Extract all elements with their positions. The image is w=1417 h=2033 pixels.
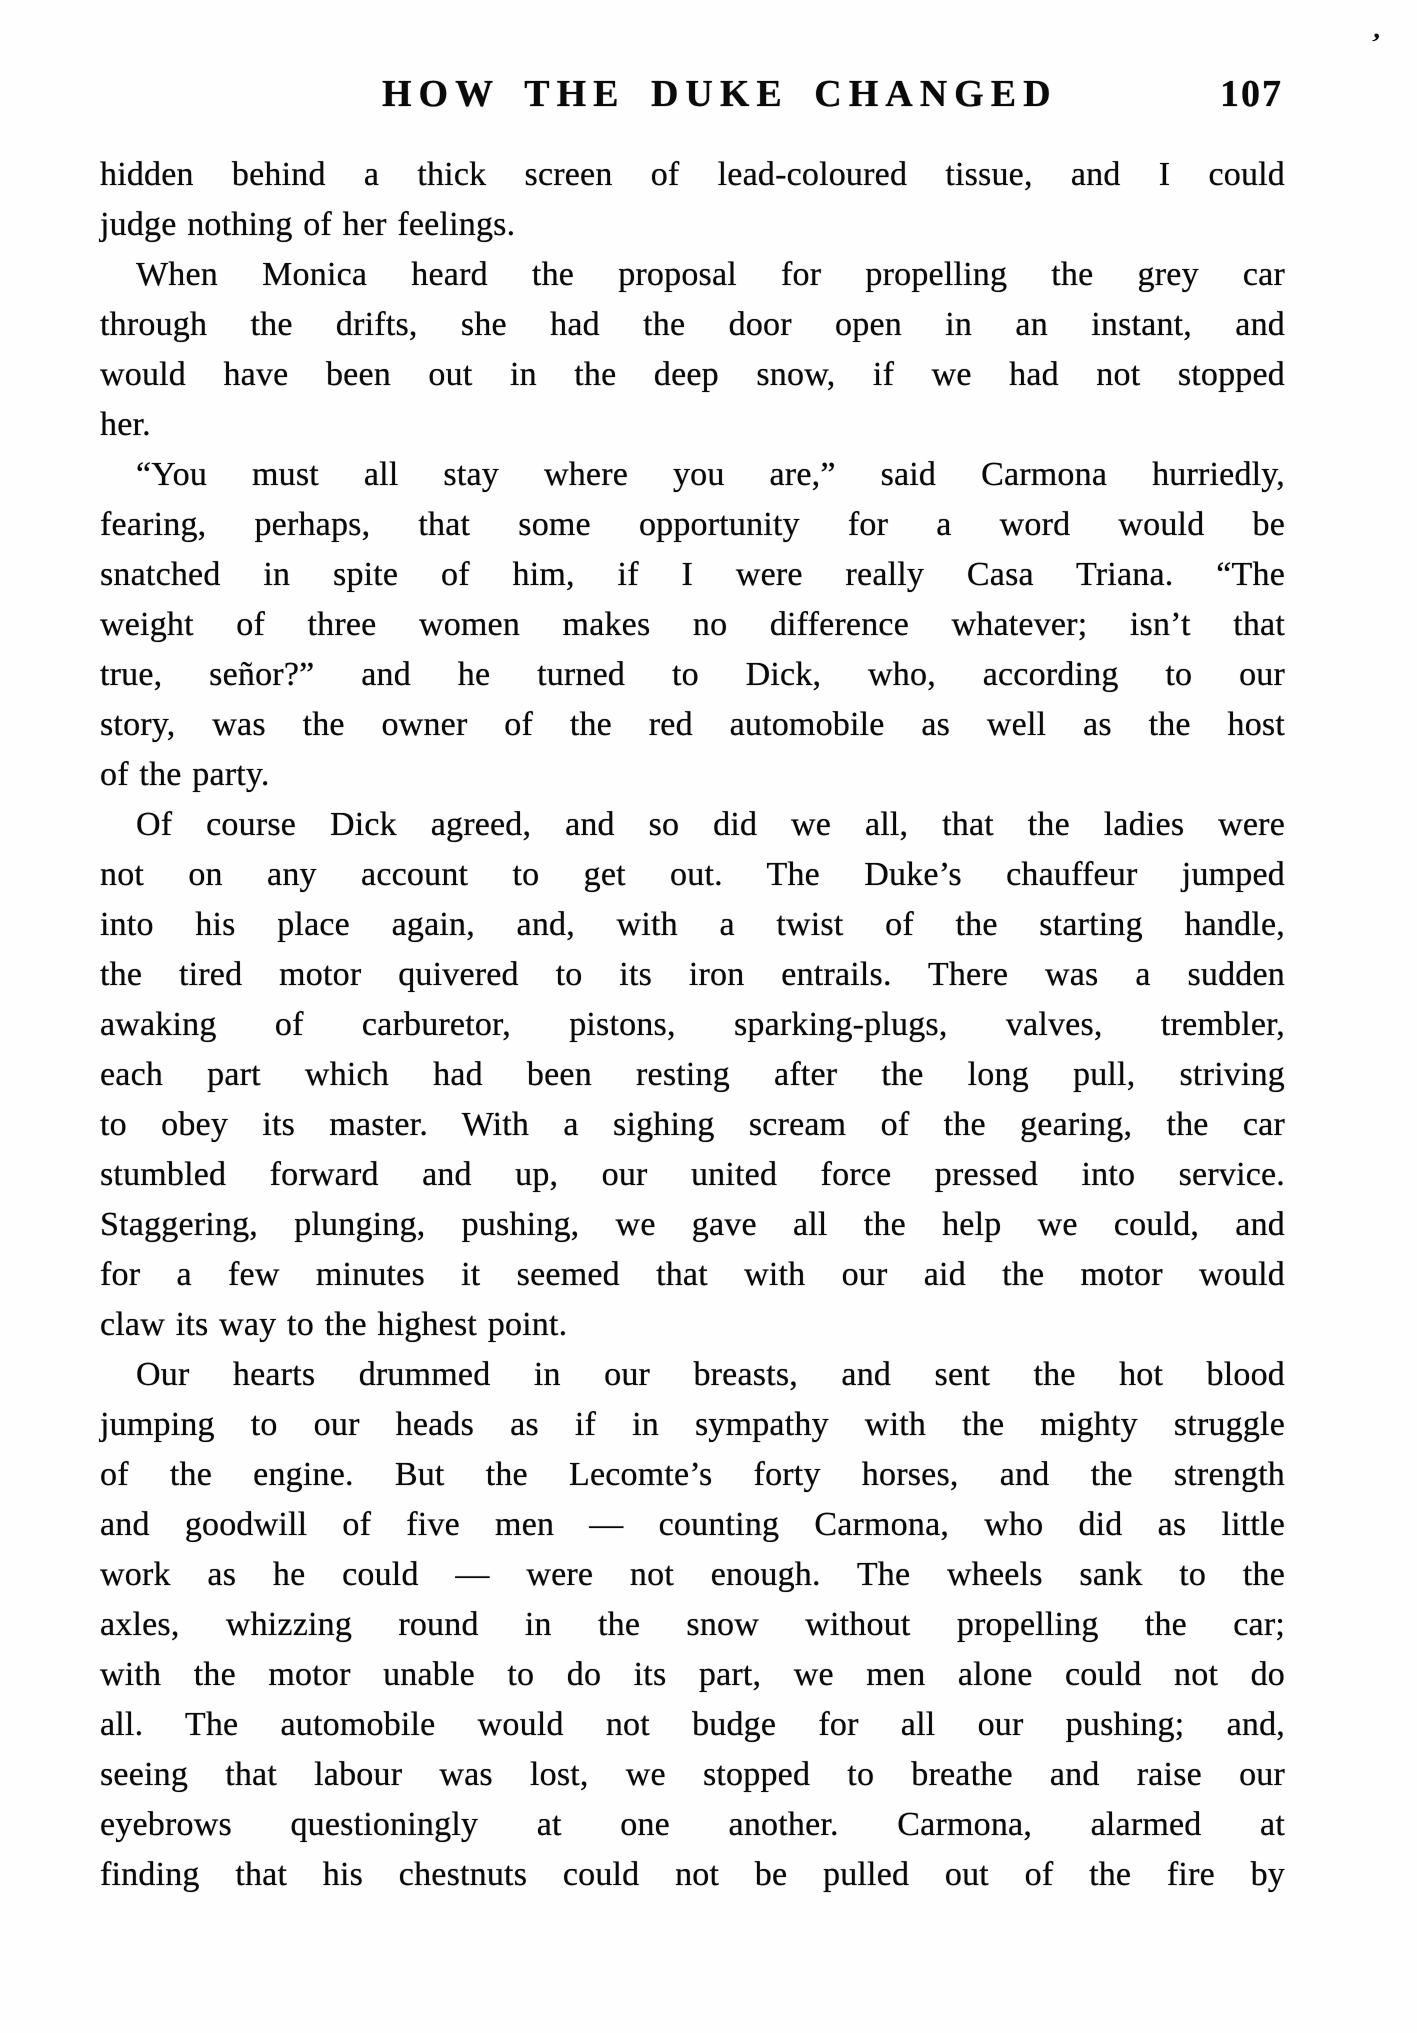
text-line: seeing that labour was lost, we stopped to breathe and raise our — [100, 1756, 1285, 1793]
text-line: with the motor unable to do its part, we men alone could not do — [100, 1656, 1285, 1693]
running-header-title: HOW THE DUKE CHANGED — [382, 73, 1058, 115]
text-line: her. — [100, 406, 151, 443]
paragraph — [100, 150, 1285, 250]
text-line: Our hearts drummed in our breasts, and sent the hot blood — [136, 1356, 1285, 1393]
scan-speck-mark: ’ — [1366, 27, 1383, 60]
text-line: eyebrows questioningly at one another. Carmona, alarmed at — [100, 1806, 1285, 1843]
text-line: claw its way to the highest point. — [100, 1306, 568, 1343]
text-line: story, was the owner of the red automobile as well as the host — [100, 706, 1285, 743]
text-line: would have been out in the deep snow, if we had not stopped — [100, 356, 1285, 393]
text-line: Staggering, plunging, pushing, we gave all the help we could, and — [100, 1206, 1285, 1243]
body-text — [100, 150, 1285, 1900]
paragraph — [100, 800, 1285, 1350]
text-line: true, señor?” and he turned to Dick, who, according to our — [100, 656, 1285, 693]
text-line: each part which had been resting after the long pull, striving — [100, 1056, 1285, 1093]
text-line: into his place again, and, with a twist of the starting handle, — [100, 906, 1285, 943]
text-line: Of course Dick agreed, and so did we all, that the ladies were — [136, 806, 1285, 843]
text-line: the tired motor quivered to its iron entrails. There was a sudden — [100, 956, 1285, 993]
text-line: of the party. — [100, 756, 270, 793]
text-line: “You must all stay where you are,” said Carmona hurriedly, — [136, 456, 1285, 493]
text-line: snatched in spite of him, if I were really Casa Triana. “The — [100, 556, 1285, 593]
text-line: fearing, perhaps, that some opportunity for a word would be — [100, 506, 1285, 543]
text-line: When Monica heard the proposal for propelling the grey car — [136, 256, 1285, 293]
text-line: hidden behind a thick screen of lead-coloured tissue, and I could — [100, 156, 1285, 193]
page-number: 107 — [1220, 73, 1283, 115]
text-line: awaking of carburetor, pistons, sparking-plugs, valves, trembler, — [100, 1006, 1285, 1043]
text-line: all. The automobile would not budge for all our pushing; and, — [100, 1706, 1285, 1743]
page-header — [0, 72, 1417, 118]
text-line: judge nothing of her feelings. — [100, 206, 516, 243]
text-line: weight of three women makes no difference whatever; isn’t that — [100, 606, 1285, 643]
text-line: stumbled forward and up, our united force pressed into service. — [100, 1156, 1285, 1193]
text-line: work as he could — were not enough. The wheels sank to the — [100, 1556, 1285, 1593]
text-line: of the engine. But the Lecomte’s forty horses, and the strength — [100, 1456, 1285, 1493]
paragraph — [100, 450, 1285, 800]
text-line: jumping to our heads as if in sympathy with the mighty struggle — [100, 1406, 1285, 1443]
text-line: axles, whizzing round in the snow without propelling the car; — [100, 1606, 1285, 1643]
text-line: for a few minutes it seemed that with our aid the motor would — [100, 1256, 1285, 1293]
paragraph — [100, 1350, 1285, 1900]
paragraph — [100, 250, 1285, 450]
text-line: and goodwill of five men — counting Carmona, who did as little — [100, 1506, 1285, 1543]
text-line: to obey its master. With a sighing scream of the gearing, the car — [100, 1106, 1285, 1143]
text-line: finding that his chestnuts could not be pulled out of the fire by — [100, 1856, 1285, 1893]
text-line: through the drifts, she had the door open in an instant, and — [100, 306, 1285, 343]
text-line: not on any account to get out. The Duke’s chauffeur jumped — [100, 856, 1285, 893]
